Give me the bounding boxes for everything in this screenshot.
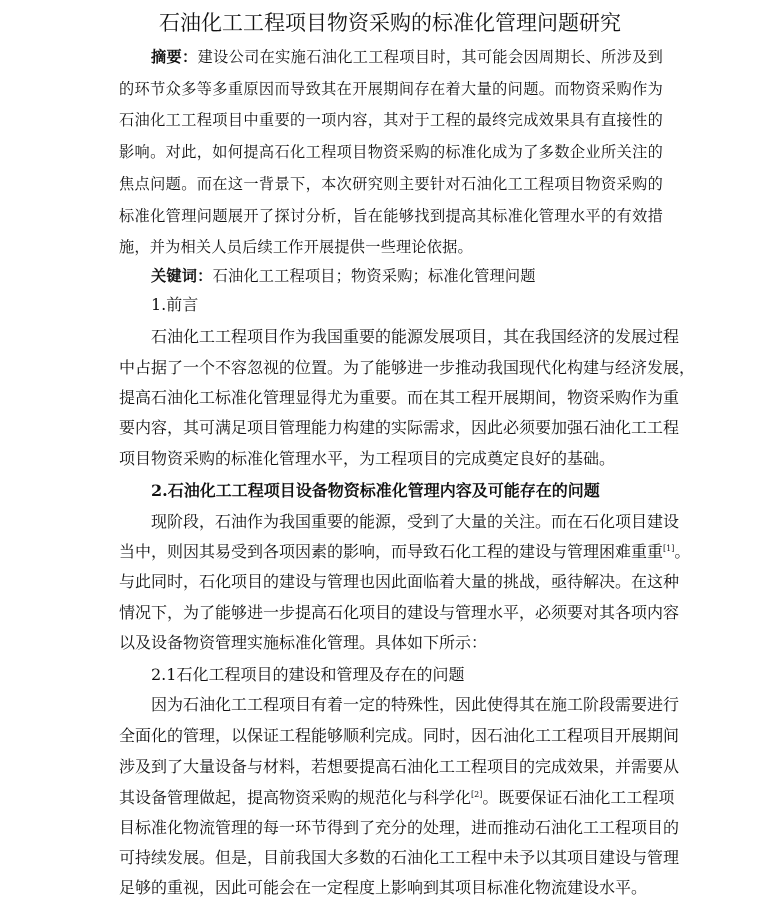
abstract-line: 影响。对此，如何提高石化工程项目物资采购的标准化成为了多数企业所关注的 bbox=[119, 143, 663, 161]
body-line: 提高石油化工标准化管理显得尤为重要。而在其工程开展期间，物资采购作为重 bbox=[119, 388, 680, 407]
body-line: 现阶段，石油作为我国重要的能源，受到了大量的关注。而在石化项目建设 bbox=[151, 512, 680, 531]
body-line: 与此同时，石化项目的建设与管理也因此面临着大量的挑战，亟待解决。在这种 bbox=[119, 572, 680, 591]
body-line: 石油化工工程项目作为我国重要的能源发展项目，其在我国经济的发展过程 bbox=[151, 327, 680, 346]
body-line: 项目物资采购的标准化管理水平，为工程项目的完成奠定良好的基础。 bbox=[119, 449, 616, 468]
subsection-heading: 2.1石化工程项目的建设和管理及存在的问题 bbox=[151, 665, 465, 684]
abstract-line: 施，并为相关人员后续工作开展提供一些理论依据。 bbox=[119, 238, 473, 256]
body-line: 因为石油化工工程项目有着一定的特殊性，因此使得其在施工阶段需要进行 bbox=[151, 695, 680, 714]
body-line: 涉及到了大量设备与材料，若想要提高石油化工工程项目的完成效果，并需要从 bbox=[119, 757, 680, 776]
body-line: 当中，则因其易受到各项因素的影响，而导致石化工程的建设与管理困难重重[1]。 bbox=[119, 542, 691, 561]
section-heading: 2.石油化工工程项目设备物资标准化管理内容及可能存在的问题 bbox=[151, 481, 600, 500]
body-line: 目标准化物流管理的每一环节得到了充分的处理，进而推动石油化工工程项目的 bbox=[119, 818, 680, 837]
body-line: 足够的重视，因此可能会在一定程度上影响到其项目标准化物流建设水平。 bbox=[119, 878, 648, 897]
abstract-line: 焦点问题。而在这一背景下，本次研究则主要针对石油化工工程项目物资采购的 bbox=[119, 175, 663, 193]
body-line: 其设备管理做起，提高物资采购的规范化与科学化[2]。既要保证石油化工工程项 bbox=[119, 788, 675, 807]
keywords bbox=[151, 266, 663, 286]
body-line: 全面化的管理，以保证工程能够顺利完成。同时，因石油化工工程项目开展期间 bbox=[119, 726, 680, 745]
paper-title: 石油化工工程项目物资采购的标准化管理问题研究 bbox=[159, 11, 621, 35]
keywords-label: 关键词： bbox=[151, 267, 213, 285]
abstract-label: 摘要： bbox=[151, 48, 198, 66]
abstract-line: 摘要：建设公司在实施石油化工工程项目时，其可能会因周期长、所涉及到 bbox=[151, 48, 663, 66]
abstract-line: 的环节众多等多重原因而导致其在开展期间存在着大量的问题。而物资采购作为 bbox=[119, 80, 663, 98]
body-line: 中占据了一个不容忽视的位置。为了能够进一步推动我国现代化构建与经济发展， bbox=[119, 358, 696, 377]
abstract-line: 标准化管理问题展开了探讨分析，旨在能够找到提高其标准化管理水平的有效措 bbox=[119, 207, 663, 225]
citation-ref: [2] bbox=[471, 790, 483, 799]
body-line: 以及设备物资管理实施标准化管理。具体如下所示： bbox=[119, 633, 488, 652]
body-line: 可持续发展。但是，目前我国大多数的石油化工工程中未予以其项目建设与管理 bbox=[119, 848, 680, 867]
section-heading: 1.前言 bbox=[151, 295, 199, 314]
keywords-text: 石油化工工程项目；物资采购；标准化管理问题 bbox=[212, 267, 536, 285]
body-line: 情况下，为了能够进一步提高石化项目的建设与管理水平，必须要对其各项内容 bbox=[119, 603, 680, 622]
citation-ref: [1] bbox=[663, 544, 675, 553]
abstract-line: 石油化工工程项目中重要的一项内容，其对于工程的最终完成效果具有直接性的 bbox=[119, 111, 663, 129]
body-line: 要内容，其可满足项目管理能力构建的实际需求，因此必须要加强石油化工工程 bbox=[119, 418, 680, 437]
